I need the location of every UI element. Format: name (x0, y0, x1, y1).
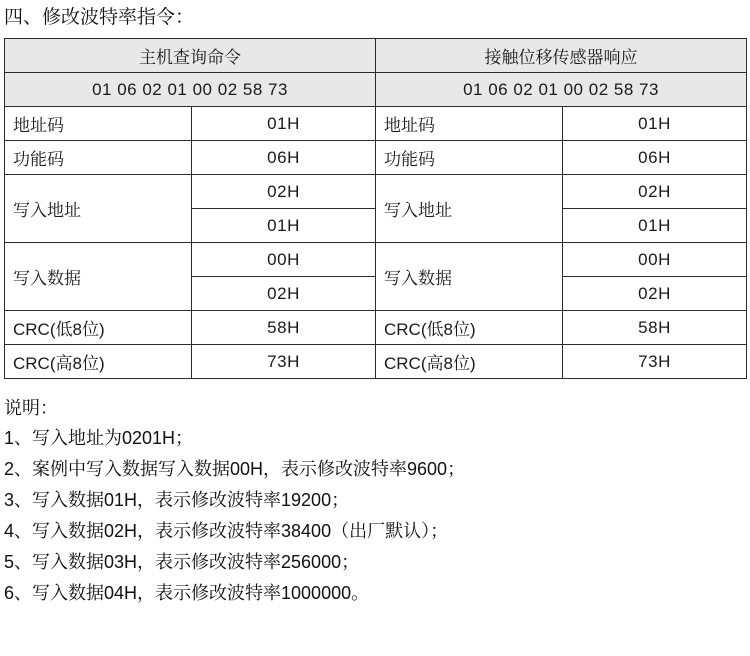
row-label-left: 功能码 (5, 141, 192, 175)
row-label-left: 地址码 (5, 107, 192, 141)
row-label-right: CRC(低8位) (376, 311, 563, 345)
row-label-left: 写入地址 (5, 175, 192, 243)
note-item: 6、写入数据04H，表示修改波特率1000000。 (4, 583, 370, 603)
table-row (5, 345, 747, 379)
row-value-right: 73H (563, 345, 747, 379)
row-value-right: 00H (563, 243, 747, 277)
row-label-right: 地址码 (376, 107, 563, 141)
row-label-right: 功能码 (376, 141, 563, 175)
header-host-command: 主机查询命令 (5, 39, 376, 73)
row-value-left: 01H (192, 107, 376, 141)
table-row (5, 175, 747, 209)
note-item: 4、写入数据02H，表示修改波特率38400（出厂默认）； (4, 521, 449, 541)
row-value-right: 58H (563, 311, 747, 345)
table-row (5, 107, 747, 141)
row-value-left: 00H (192, 243, 376, 277)
row-value-left: 02H (192, 277, 376, 311)
row-value-left: 02H (192, 175, 376, 209)
hex-host-command: 01 06 02 01 00 02 58 73 (5, 73, 376, 107)
note-item: 2、案例中写入数据写入数据00H，表示修改波特率9600； (4, 459, 466, 479)
table-row (5, 243, 747, 277)
notes-section (0, 379, 750, 609)
note-item: 5、写入数据03H，表示修改波特率256000； (4, 552, 360, 572)
note-item: 3、写入数据01H，表示修改波特率19200； (4, 490, 350, 510)
header-sensor-response: 接触位移传感器响应 (376, 39, 747, 73)
table-hex-row (5, 73, 747, 107)
row-value-left: 01H (192, 209, 376, 243)
row-value-left: 06H (192, 141, 376, 175)
row-value-right: 01H (563, 209, 747, 243)
row-value-right: 02H (563, 277, 747, 311)
row-label-left: CRC(高8位) (5, 345, 192, 379)
note-item: 1、写入地址为0201H； (4, 428, 194, 448)
page-title: 四、修改波特率指令： (4, 7, 195, 28)
table-row (5, 311, 747, 345)
row-value-right: 06H (563, 141, 747, 175)
hex-sensor-response: 01 06 02 01 00 02 58 73 (376, 73, 747, 107)
table-header-row (5, 39, 747, 73)
row-value-right: 02H (563, 175, 747, 209)
row-value-left: 58H (192, 311, 376, 345)
protocol-table (4, 38, 747, 379)
table-row (5, 141, 747, 175)
row-label-left: 写入数据 (5, 243, 192, 311)
row-label-right: 写入数据 (376, 243, 563, 311)
row-value-left: 73H (192, 345, 376, 379)
row-value-right: 01H (563, 107, 747, 141)
row-label-left: CRC(低8位) (5, 311, 192, 345)
row-label-right: CRC(高8位) (376, 345, 563, 379)
notes-heading: 说明： (4, 398, 58, 418)
row-label-right: 写入地址 (376, 175, 563, 243)
